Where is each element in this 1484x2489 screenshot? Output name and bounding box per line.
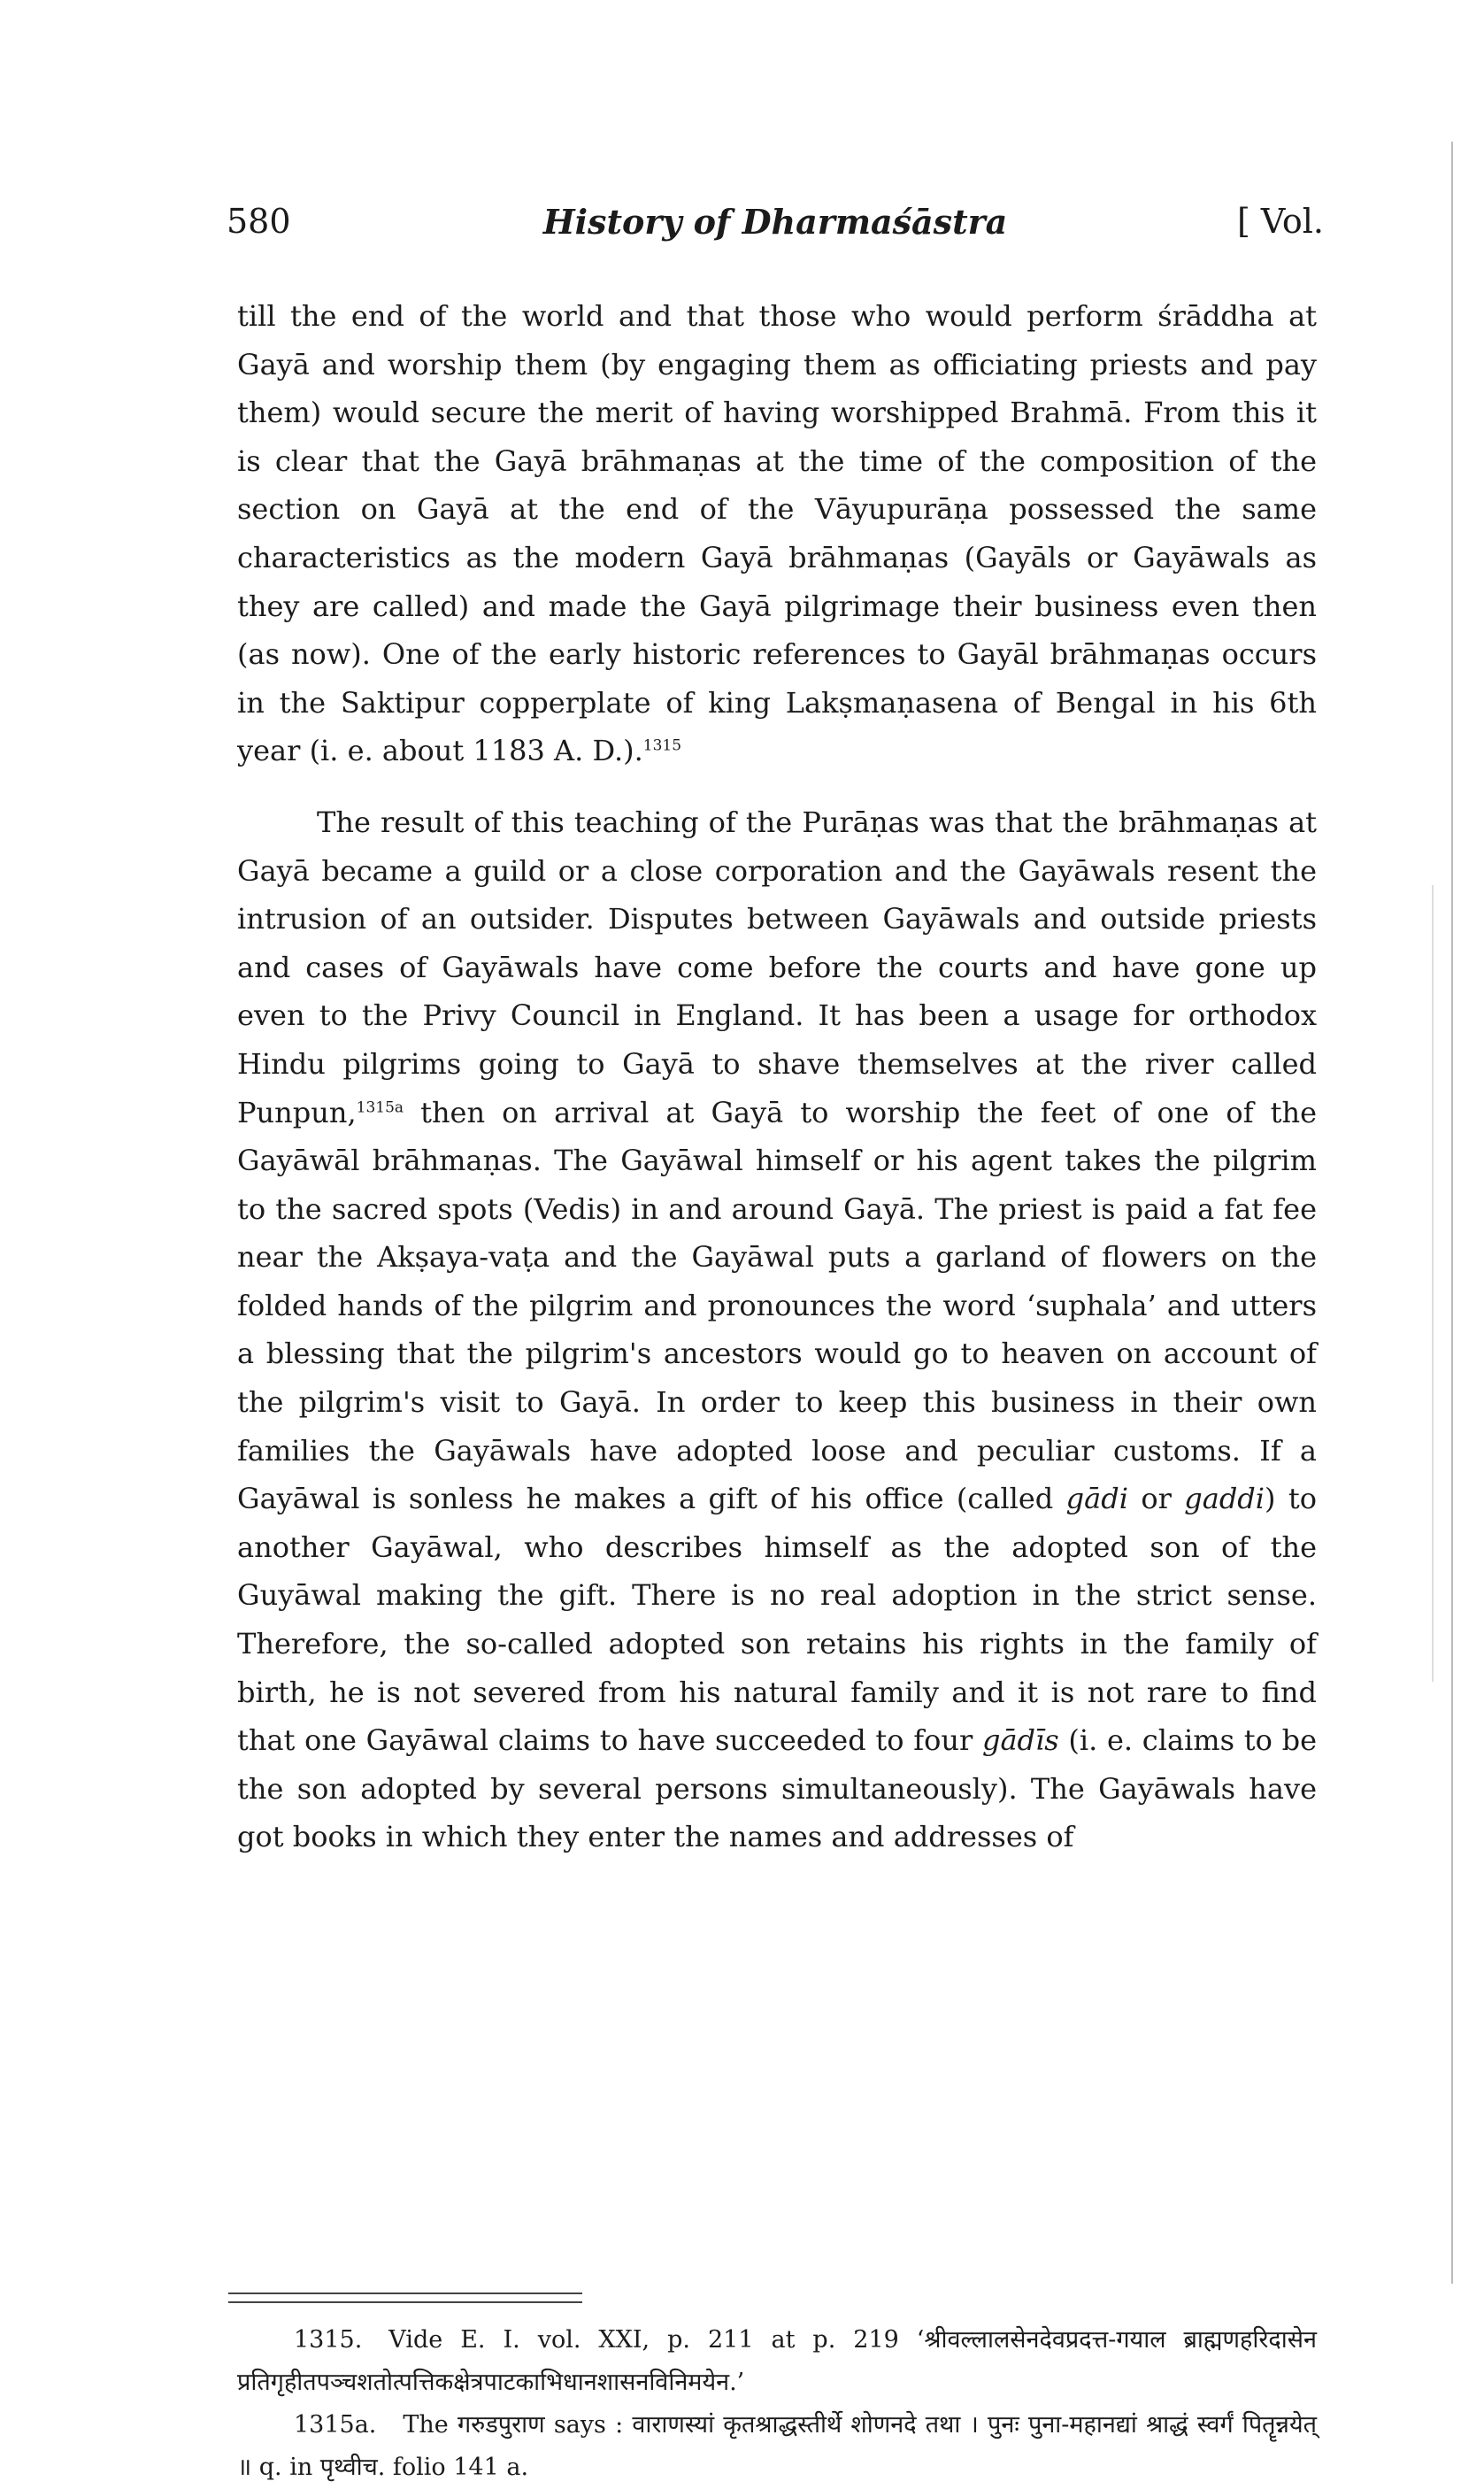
paragraph-2 [237,798,1317,1861]
footnote-ref-1315: 1315 [642,736,682,755]
running-head [227,202,1324,255]
footnote-number: 1315a. [294,2411,377,2439]
paragraph-2-part-2: then on arrival at Gayā to worship the feet of one of the Gayāwāl brāhmaṇas. The Gayāwal himself or his agent takes the pilgrim to the sacred spots (Vedis) in and around Gayā. The priest is paid a fat fee near the Akṣaya-vaṭa and the Gayāwal puts a garland of flowers on the folded hands of the pilgrim and pronounces the word ‘suphala’ and utters a blessing that the pilgrim's ancestors would go to heaven on account of the pilgrim's visit to Gayā. In order to keep this business in their own families the Gayāwals have adopted loose and peculiar customs. If a Gayāwal is sonless he makes a gift of his office (called [237,1095,1317,1516]
paragraph-2-part-4: (i. e. claims to be the son adopted by several persons simultaneously). The Gayāwals have got books in which they enter the names and addresses of [237,1723,1318,1854]
footnote-1315a [237,2404,1317,2489]
scan-edge-mark-2 [1432,885,1434,1682]
connector-or: or [1127,1482,1185,1516]
footnote-number: 1315. [294,2326,363,2354]
scan-edge-mark [1451,142,1453,2284]
volume-label: [ Vol. [1237,202,1324,241]
term-gadis: gādīs [981,1723,1059,1758]
footnotes [237,2319,1317,2489]
footnote-text: Vide E. I. vol. XXI, p. 211 at p. 219 ‘श्रीवल्लालसेनदेवप्रदत्त-गयाल ब्राह्मणहरिदासेन प्रतिगृहीतपञ्चशतोत्पत्तिकक्षेत्रपाटकाभिधानशासनविनिमयेन.’ [237,2326,1317,2396]
running-title: History of Dharmaśāstra [542,202,1008,242]
footnote-ref-1315a: 1315a [356,1098,404,1116]
main-text [237,292,1317,1861]
footnote-separator [228,2292,582,2303]
paragraph-2-part-3: ) to another Gayāwal, who describes himself as the adopted son of the Guyāwal making the gift. There is no real adoption in the strict sense. Therefore, the so-called adopted son retains his rights in the family of birth, he is not severed from his natural family and it is not rare to find that one Gayāwal claims to have succeeded to four [237,1482,1317,1758]
footnote-text: The गरुडपुराण says : वाराणस्यां कृतश्राद्धस्तीर्थे शोणनदे तथा । पुनः पुना-महानद्यां श्राद्धं स्वर्गं पितॄन्नयेत् ॥ q. in पृथ्वीच. folio 141 a. [237,2411,1317,2481]
term-gaddi: gaddi [1184,1482,1265,1516]
paragraph-1 [237,292,1317,775]
page-number: 580 [227,202,291,241]
paragraph-2-part-1: The result of this teaching of the Purāṇas was that the brāhmaṇas at Gayā became a guild or a close corporation and the Gayāwals resent the intrusion of an outsider. Disputes between Gayāwals and outside priests and cases of Gayāwals have come before the courts and have gone up even to the Privy Council in England. It has been a usage for orthodox Hindu pilgrims going to Gayā to shave themselves at the river called Punpun, [237,805,1317,1129]
paragraph-1-text: till the end of the world and that those who would perform śrāddha at Gayā and worship them (by engaging them as officiating priests and pay them) would secure the merit of having worshipped Brahmā. From this it is clear that the Gayā brāhmaṇas at the time of the composition of the section on Gayā at the end of the Vāyupurāṇa possessed the same characteristics as the modern Gayā brāhmaṇas (Gayāls or Gayāwals as they are called) and made the Gayā pilgrimage their business even then (as now). One of the early historic references to Gayāl brāhmaṇas occurs in the Saktipur copperplate of king Lakṣmaṇasena of Bengal in his 6th year (i. e. about 1183 A. D.). [237,299,1317,768]
footnote-1315 [237,2319,1317,2404]
term-gadi: gādi [1065,1482,1128,1516]
